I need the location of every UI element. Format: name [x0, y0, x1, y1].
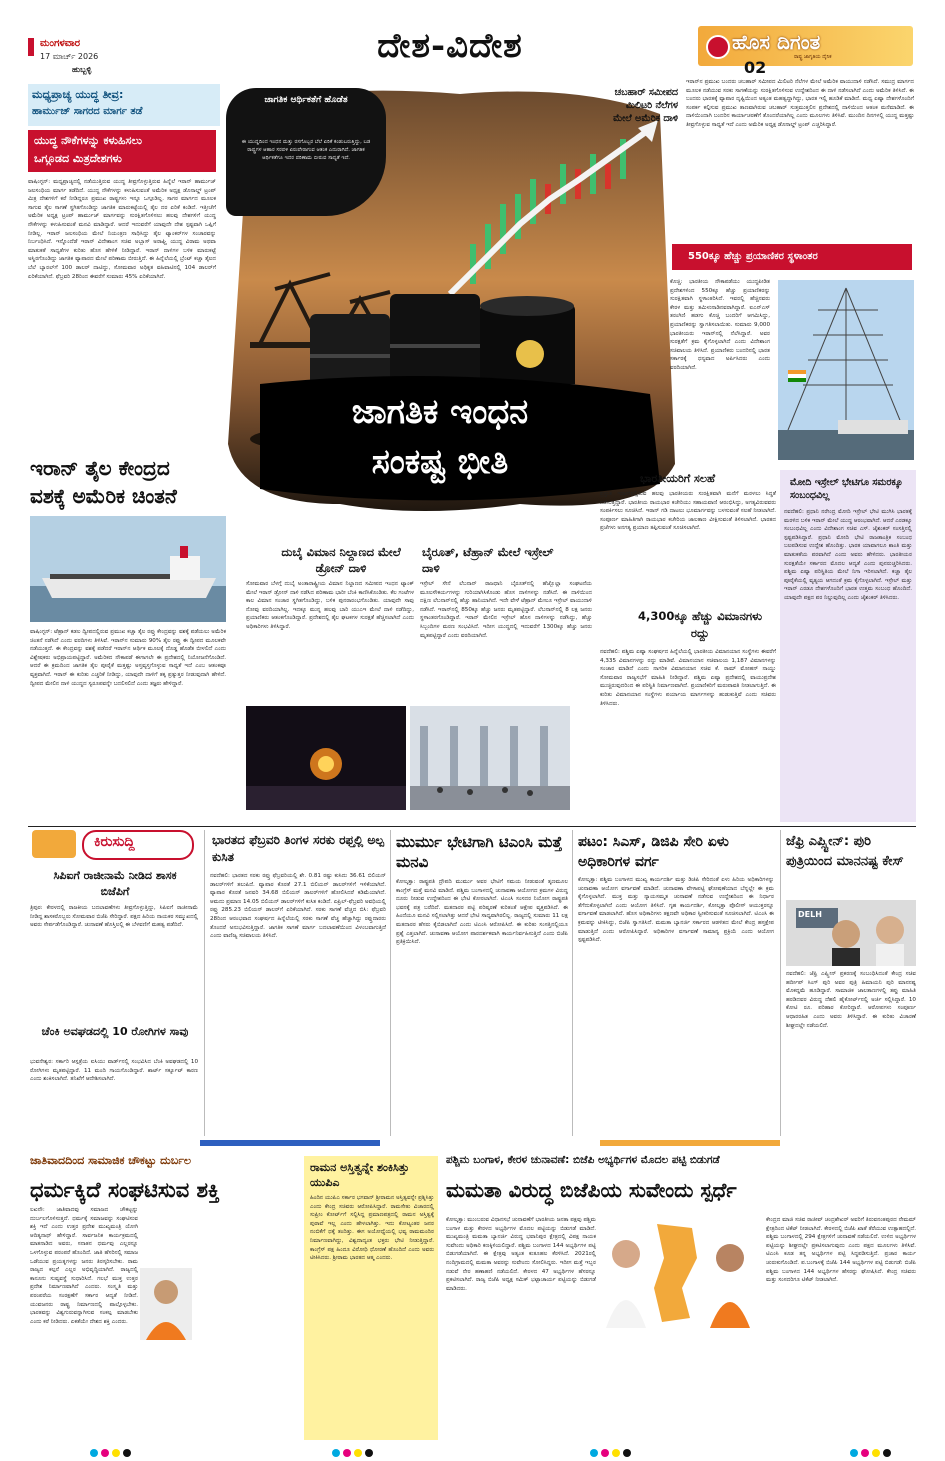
pcs-headline: ಪಟಂ: ಸಿಎಸ್, ಡಿಜಿಪಿ ಸೇರಿ ಏಳು ಅಧಿಕಾರಿಗಳ ವರ್ಗ: [578, 834, 729, 870]
yogi-illustration: [140, 1268, 192, 1340]
newspaper-logo: [698, 26, 913, 66]
yogi-body: ಲಖನೌ: ಜಾತಿವಾದವು ಸಮಾಜದ ಚೌಕಟ್ಟನ್ನು ದುರ್ಬಲಗೊಳಿಸುತ್ತದೆ. ಧರ್ಮಕ್ಕೆ ಸಮಾಜವನ್ನು ಸಂಘಟಿಸುವ ಶಕ್ತಿ ಇದೆ ಎಂದು ಉತ್ತರ ಪ್ರದೇಶ ಮುಖ್ಯಮಂತ್ರಿ ಯೋಗಿ ಆದಿತ್ಯನಾಥ್ ಹೇಳಿದ್ದಾರೆ. ಸಾರ್ವಜನಿಕ ಕಾರ್ಯಕ್ರಮದಲ್ಲಿ ಮಾತನಾಡಿದ ಅವರು, ಸನಾತನ ಧರ್ಮವು ಎಲ್ಲರನ್ನೂ ಒಳಗೊಳ್ಳುವ ಪರಂಪರೆ ಹೊಂದಿದೆ. ಜಾತಿ ಹೆಸರಿನಲ್ಲಿ ಸಮಾಜ ಒಡೆಯುವ ಪ್ರಯತ್ನಗಳನ್ನು ಜನರು ತಿರಸ್ಕರಿಸಬೇಕು. ರಾಮ ರಾಜ್ಯದ ಕಲ್ಪನೆ ಎಲ್ಲರ ಅಭಿವೃದ್ಧಿಯಾಗಿದೆ. ರಾಜ್ಯದಲ್ಲಿ ಕಾನೂನು ಸುವ್ಯವಸ್ಥೆ ಸುಧಾರಿಸಿದೆ. ಗಲಭೆ ಮುಕ್ತ ಉತ್ತರ ಪ್ರದೇಶ ನಿರ್ಮಾಣವಾಗಿದೆ ಎಂದರು. ಸಂಸ್ಕೃತಿ ಮತ್ತು ಪರಂಪರೆಯ ಸಂರಕ್ಷಣೆಗೆ ಸರ್ಕಾರ ಆದ್ಯತೆ ನೀಡಿದೆ. ಯುವಜನರು ರಾಷ್ಟ್ರ ನಿರ್ಮಾಣದಲ್ಲಿ ಪಾಲ್ಗೊಳ್ಳಬೇಕು. ಭಾರತವನ್ನು ವಿಶ್ವಗುರುವನ್ನಾಗಿಸುವ ಸಂಕಲ್ಪ ಮಾಡಬೇಕು ಎಂದು ಕರೆ ನೀಡಿದರು. ಏಕತೆಯೇ ದೇಶದ ಶಕ್ತಿ ಎಂದರು.: [30, 1207, 138, 1325]
kirusuddi-item2-head: ಚೆಂಕಿ ಅವಘಡದಲ್ಲಿ 10 ರೋಗಿಗಳ ಸಾವು: [41, 1025, 189, 1038]
registration-dots-1: [90, 1442, 134, 1461]
logo-tagline: ರಾಷ್ಟ್ರ ಜಾಗೃತಿಯ ದೈನಿಕ: [794, 54, 832, 60]
col-sep-3: [572, 830, 573, 1136]
tanker-photo: [30, 516, 226, 622]
registration-dots-2: [332, 1442, 376, 1461]
airport-illustration: [410, 706, 570, 810]
hero-badge: [226, 88, 386, 216]
kirusuddi-item1-body: ತ್ರಿಪುರ: ಕೇರಳದಲ್ಲಿ ರಾಜಕೀಯ ಬದಲಾವಣೆಗಳು ತೀವ್ರಗೊಳ್ಳುತ್ತಿದ್ದು, ಸಿಪಿಐಗೆ ರಾಜೀನಾಮೆ ನೀಡಿದ್ದ ಶಾಸಕರೊಬ್ಬರು ಸೋಮವಾರ ಬಿಜೆಪಿ ಸೇರಿದ್ದಾರೆ. ಪಕ್ಷದ ಹಿರಿಯ ನಾಯಕರ ಸಮ್ಮುಖದಲ್ಲಿ ಅವರು ಸೇರ್ಪಡೆಗೊಂಡಿದ್ದಾರೆ. ಚುನಾವಣೆ ಹೊಸ್ತಿಲಲ್ಲಿ ಈ ಬೆಳವಣಿಗೆ ಮಹತ್ವ ಪಡೆದಿದೆ.: [30, 905, 198, 929]
epstein-headline: ಜೆಫ್ರಿ ಎಪ್ಸ್ಟೀನ್: ಪುರಿ ಪುತ್ರಿಯಿಂದ ಮಾನನಷ್ಟ ಕೇಸ್: [786, 834, 904, 869]
beirut-body: ಇಸ್ರೇಲ್ ಸೇನೆ ಲೆಬನಾನ್ ರಾಜಧಾನಿ ಬೈರೂತ್‌ನಲ್ಲಿ ಹೆಜ್ಬೊಲ್ಲಾ ಸಂಘಟನೆಯ ಮೂಲಸೌಕರ್ಯಗಳನ್ನು ಗುರಿಯಾಗಿಸಿಕೊಂಡು ಹೊಸ ದಾಳಿಗಳನ್ನು ನಡೆಸಿದೆ. ಈ ದಾಳಿಯಿಂದ ದಕ್ಷಿಣ ಲೆಬನಾನ್‌ನಲ್ಲಿ ಹೆಚ್ಚು ಹಾನಿಯಾಗಿದೆ. ಇದೇ ವೇಳೆ ಟೆಹ್ರಾನ್ ಮೇಲೂ ಇಸ್ರೇಲ್ ವಾಯುದಾಳಿ ನಡೆಸಿದೆ. ಇರಾನ್‌ನಲ್ಲಿ 850ಕ್ಕೂ ಹೆಚ್ಚು ಜನರು ಮೃತಪಟ್ಟಿದ್ದಾರೆ. ಲೆಬನಾನ್‌ನಲ್ಲಿ 8 ಲಕ್ಷ ಜನರು ಸ್ಥಳಾಂತರಗೊಂಡಿದ್ದಾರೆ. ಇರಾನ್ ಮೇಲಿನ ಇಸ್ರೇಲ್ ಹೊಸ ದಾಳಿಗಳನ್ನು ನಡೆಸಿದ್ದು, ಹೆಚ್ಚು ಸಿಬ್ಬಂದಿಗಳ ಮರಣ ಸಂಭವಿಸಿದೆ. ಇದೀಗ ಯುದ್ಧದಲ್ಲಿ ಇದುವರೆಗೆ 1300ಕ್ಕೂ ಹೆಚ್ಚು ಜನರು ಮೃತಪಟ್ಟಿದ್ದಾರೆ ಎಂದು ವರದಿಯಾಗಿದೆ.: [420, 581, 592, 639]
bengal-headline: ಮಮತಾ ವಿರುದ್ಧ ಬಿಜೆಪಿಯ ಸುವೇಂದು ಸ್ಪರ್ಧೆ: [446, 1178, 737, 1202]
kirusuddi-item2-body: ಭುವನೇಶ್ವರ: ಸರ್ಕಾರಿ ಆಸ್ಪತ್ರೆಯ ಐಸಿಯು ವಾರ್ಡ್‌ನಲ್ಲಿ ಸಂಭವಿಸಿದ ಬೆಂಕಿ ಅವಘಡದಲ್ಲಿ 10 ರೋಗಿಗಳು ಮೃತಪಟ್ಟಿದ್ದಾರೆ. 11 ಮಂದಿ ಗಾಯಗೊಂಡಿದ್ದಾರೆ. ಶಾರ್ಟ್ ಸರ್ಕ್ಯೂಟ್ ಕಾರಣ ಎಂದು ಶಂಕಿಸಲಾಗಿದೆ. ತನಿಖೆಗೆ ಆದೇಶಿಸಲಾಗಿದೆ.: [30, 1059, 198, 1083]
trade-headline: ಭಾರತದ ಫೆಬ್ರವರಿ ತಿಂಗಳ ಸರಕು ರಫ್ತಲ್ಲಿ ಅಲ್ಪ ಕುಸಿತ: [212, 833, 385, 864]
bengal-illustration: [602, 1218, 762, 1328]
trade-body: ನವದೆಹಲಿ: ಭಾರತದ ಸರಕು ರಫ್ತು ಫೆಬ್ರವರಿಯಲ್ಲಿ ಶೇ. 0.81 ರಷ್ಟು ಕುಸಿದು 36.61 ಬಿಲಿಯನ್ ಡಾಲರ್‌ಗಳಿಗೆ ತಲುಪಿದೆ. ವ್ಯಾಪಾರ ಕೊರತೆ 27.1 ಬಿಲಿಯನ್ ಡಾಲರ್‌ಗಳಿಗೆ ಇಳಿಕೆಯಾಗಿದೆ. ವ್ಯಾಪಾರ ಕೊರತೆ ಜನವರಿ 34.68 ಬಿಲಿಯನ್ ಡಾಲರ್‌ಗಳಿಗೆ ಹೋಲಿಸಿದರೆ ಕಡಿಮೆಯಾಗಿದೆ. ಆಮದು ಪ್ರಮಾಣ 14.05 ಬಿಲಿಯನ್ ಡಾಲರ್‌ಗಳಿಗೆ ಕುಸಿತ ಕಂಡಿದೆ. ಏಪ್ರಿಲ್-ಫೆಬ್ರವರಿ ಅವಧಿಯಲ್ಲಿ ರಫ್ತು 285.23 ಬಿಲಿಯನ್ ಡಾಲರ್‌ಗೆ ಏರಿಕೆಯಾಗಿದೆ. ಸರಕು ಸಾಗಣೆ ವೆಚ್ಚದ ಬಿಸಿ: ಫೆಬ್ರವರಿ 28ರಿಂದ ಆರಂಭವಾದ ಸಂಘರ್ಷದ ಹಿನ್ನೆಲೆಯಲ್ಲಿ ಸರಕು ಸಾಗಣೆ ವೆಚ್ಚ ಹೆಚ್ಚಾಗಿದ್ದು ರಫ್ತುದಾರರು ತೊಂದರೆ ಅನುಭವಿಸುತ್ತಿದ್ದಾರೆ. ಜಾಗತಿಕ ಸಾಗಣೆ ಮಾರ್ಗ ಬದಲಾವಣೆಯಿಂದ ವಿಳಂಬವಾಗುತ್ತಿದೆ ಎಂದು ವಾಣಿಜ್ಯ ಸಚಿವಾಲಯ ತಿಳಿಸಿದೆ.: [210, 873, 386, 940]
tanker-illustration: [30, 516, 226, 622]
passengers-body: ಕೊಚ್ಚಿ: ಭಾರತೀಯ ನೌಕಾಪಡೆಯು ಯುದ್ಧಪೀಡಿತ ಪ್ರದೇಶಗಳಿಂದ 550ಕ್ಕೂ ಹೆಚ್ಚು ಪ್ರಯಾಣಿಕರನ್ನು ಸುರಕ್ಷಿತವಾಗಿ ಸ್ಥಳಾಂತರಿಸಿದೆ. ಇವರಲ್ಲಿ ಹೆಚ್ಚಿನವರು ಕೇರಳ ಮತ್ತು ತಮಿಳುನಾಡಿನವರಾಗಿದ್ದಾರೆ. ಐಎನ್‌ಎಸ್ ತರಂಗಿಣಿ ಹಡಗು ಕೊಚ್ಚಿ ಬಂದರಿಗೆ ಆಗಮಿಸಿದ್ದು, ಪ್ರಯಾಣಿಕರನ್ನು ಸ್ವಾಗತಿಸಲಾಯಿತು. ಸುಮಾರು 9,000 ಭಾರತೀಯರು ಇರಾನ್‌ನಲ್ಲಿ ನೆಲೆಸಿದ್ದಾರೆ. ಅವರ ಸುರಕ್ಷತೆಗೆ ಕ್ರಮ ಕೈಗೊಳ್ಳಲಾಗಿದೆ ಎಂದು ವಿದೇಶಾಂಗ ಸಚಿವಾಲಯ ತಿಳಿಸಿದೆ. ಪ್ರಯಾಣಿಕರು ಬಂದರಿನಲ್ಲಿ ಭಾರತ ಸರ್ಕಾರಕ್ಕೆ ಧನ್ಯವಾದ ಅರ್ಪಿಸಿದರು ಎಂದು ವರದಿಯಾಗಿದೆ.: [670, 279, 770, 371]
hero-badge-body: ಈ ಯುದ್ಧದಿಂದ ಇಂಧನ ಮತ್ತು ರಸಗೊಬ್ಬರ ಬೆಲೆ ಏರಿಕೆ ಕಂಡುಬರುತ್ತಿದ್ದು, ಬಡ ರಾಷ್ಟ್ರಗಳ ಆಹಾರ ಸರಪಳಿ ಏರುಪೇರಾಗುವ ಆತಂಕ ಎದುರಾಗಿದೆ. ಜಾಗತಿಕ ಆರ್ಥಿಕತೆಗೂ ಇದರ ಪರಿಣಾಮ ಬೀರುವ ಸಾಧ್ಯತೆ ಇದೆ.: [241, 139, 371, 161]
yogi-headline: ಧರ್ಮಕ್ಕಿದೆ ಸಂಘಟಿಸುವ ಶಕ್ತಿ: [30, 1178, 220, 1202]
lead-body: ವಾಷಿಂಗ್ಟನ್: ಮಧ್ಯಪ್ರಾಚ್ಯದಲ್ಲಿ ನಡೆಯುತ್ತಿರುವ ಯುದ್ಧ ತೀವ್ರಗೊಳ್ಳುತ್ತಿರುವ ಹಿನ್ನೆಲೆ ಇರಾನ್ ಹಾರ್ಮುಜ್ ಜಲಸಂಧಿಯ ಮಾರ್ಗ ತಡೆದಿದೆ. ಯುದ್ಧ ನೌಕೆಗಳನ್ನು ಕಳುಹಿಸುವಂತೆ ಅಮೆರಿಕ ಅಧ್ಯಕ್ಷ ಡೊನಾಲ್ಡ್ ಟ್ರಂಪ್ ಮಿತ್ರ ದೇಶಗಳಿಗೆ ಕರೆ ನೀಡಿದ್ದರೂ ಪ್ರಮುಖ ರಾಷ್ಟ್ರಗಳು ಇನ್ನೂ ಒಗ್ಗೂಡಿಲ್ಲ. ಸಾಗರ ಮಾರ್ಗದ ಮೂಲಕ ಸಾಗುವ ತೈಲ ಸಾಗಣೆ ಸ್ಥಗಿತಗೊಂಡಿದ್ದು ಜಾಗತಿಕ ಮಾರುಕಟ್ಟೆಯಲ್ಲಿ ತೈಲ ದರ ಏರಿಕೆ ಕಂಡಿದೆ. ಇತ್ತೀಚೆಗೆ ಅಮೆರಿಕ ಅಧ್ಯಕ್ಷ ಟ್ರಂಪ್ ಹಾರ್ಮುಜ್ ಮಾರ್ಗವನ್ನು ಸುರಕ್ಷಿತಗೊಳಿಸಲು ಹಲವು ದೇಶಗಳಿಗೆ ಯುದ್ಧ ನೌಕೆಗಳನ್ನು ಕಳುಹಿಸುವಂತೆ ಮನವಿ ಮಾಡಿದ್ದಾರೆ. ಆದರೆ ಇದುವರೆಗೆ ಯಾವುದೇ ದೇಶ ಸ್ಪಷ್ಟವಾಗಿ ಒಪ್ಪಿಗೆ ನೀಡಿಲ್ಲ. ಇರಾನ್ ಜಲಸಂಧಿಯ ಮೇಲೆ ನಿಯಂತ್ರಣ ಸಾಧಿಸಿದ್ದು ತೈಲ ಟ್ಯಾಂಕರ್‌ಗಳ ಸಂಚಾರವನ್ನು ನಿರ್ಬಂಧಿಸಿದೆ. ಇನ್ನೊಂದೆಡೆ ಇರಾನ್ ವಿದೇಶಾಂಗ ಸಚಿವ ಅಬ್ಬಾಸ್ ಅರಾಘ್ಚಿ ಯುದ್ಧ ವಿರಾಮ ಅಥವಾ ಮಾತುಕತೆ ಸಾಧ್ಯತೆಗಳ ಕುರಿತು ಹೊಸ ಹೇಳಿಕೆ ನೀಡಿದ್ದಾರೆ. ಇರಾನ್ ದಾಳಿಗಳ ಬಳಿಕ ಮಾರುಕಟ್ಟೆ ಅಸ್ಥಿರಗೊಂಡಿದ್ದು ಜಾಗತಿಕ ವ್ಯಾಪಾರದ ಮೇಲೆ ಪರಿಣಾಮ ಬೀರುತ್ತಿದೆ. ಈ ಹಿನ್ನೆಲೆಯಲ್ಲಿ ಬ್ರೆಂಟ್ ಕಚ್ಚಾ ತೈಲದ ಬೆಲೆ ಬ್ಯಾರಲ್‌ಗೆ 100 ಡಾಲರ್ ದಾಟಿದ್ದು, ಸೋಮವಾರ ಅಧಿಕೃತ ವಹಿವಾಟಿನಲ್ಲಿ 104 ಡಾಲರ್‌ಗೆ ಏರಿಕೆಯಾಗಿದೆ. ಫೆಬ್ರವರಿ 28ರಿಂದ ಈವರೆಗೆ ಸುಮಾರು 45% ಏರಿಕೆಯಾಗಿದೆ.: [28, 179, 216, 280]
lead-kicker-2: ಹಾರ್ಮುಜ್ ಸಾಗರದ ಮಾರ್ಗ ತಡೆ: [32, 106, 143, 117]
bengal-kicker: ಪಶ್ಚಿಮ ಬಂಗಾಳ, ಕೇರಳ ಚುನಾವಣೆ: ಬಿಜೆಪಿ ಅಭ್ಯರ್ಥಿಗಳ ಮೊದಲ ಪಟ್ಟಿ ಬಿಡುಗಡೆ: [446, 1154, 720, 1166]
bengal-body-mid: [602, 1332, 762, 1442]
kirusuddi-label-box: [30, 830, 200, 860]
modi-headline: ಮೋದಿ ಇಸ್ರೇಲ್ ಭೇಟಿಗೂ ಸಮರಕ್ಕೂ ಸಂಬಂಧವಿಲ್ಲ: [790, 477, 903, 501]
lead-kicker-1: ಮಧ್ಯಪ್ರಾಚ್ಯ ಯುದ್ಧ ತೀವ್ರ:: [32, 88, 124, 101]
rama-body: ಹಿಂದಿನ ಯುಪಿಎ ಸರ್ಕಾರ ಭಗವಾನ್ ಶ್ರೀರಾಮನ ಅಸ್ತಿತ್ವವನ್ನೇ ಪ್ರಶ್ನಿಸಿತ್ತು ಎಂದು ಕೇಂದ್ರ ಸಚಿವರು ಆರೋಪಿಸಿದ್ದಾರೆ. ರಾಮಸೇತು ವಿಚಾರದಲ್ಲಿ ಸುಪ್ರೀಂ ಕೋರ್ಟ್‌ಗೆ ಸಲ್ಲಿಸಿದ್ದ ಪ್ರಮಾಣಪತ್ರದಲ್ಲಿ ರಾಮನ ಅಸ್ತಿತ್ವಕ್ಕೆ ಪುರಾವೆ ಇಲ್ಲ ಎಂದು ಹೇಳಲಾಗಿತ್ತು. ಇದು ಕೋಟ್ಯಂತರ ಜನರ ನಂಬಿಕೆಗೆ ಧಕ್ಕೆ ತಂದಿತ್ತು. ಈಗ ಅಯೋಧ್ಯೆಯಲ್ಲಿ ಭವ್ಯ ರಾಮಮಂದಿರ ನಿರ್ಮಾಣವಾಗಿದ್ದು, ವಿಶ್ವದಾದ್ಯಂತ ಭಕ್ತರು ಭೇಟಿ ನೀಡುತ್ತಿದ್ದಾರೆ. ಕಾಂಗ್ರೆಸ್ ಪಕ್ಷ ಹಿಂದೂ ವಿರೋಧಿ ಧೋರಣೆ ಹೊಂದಿದೆ ಎಂದು ಅವರು ಟೀಕಿಸಿದರು. ಶ್ರೀರಾಮ ಭಾರತದ ಆತ್ಮ ಎಂದರು.: [310, 1195, 434, 1262]
hero-badge-title: ಜಾಗತಿಕ ಆರ್ಥಿಕತೆಗೆ ಹೊಡೆತ: [264, 95, 348, 105]
bengal-photo: [602, 1218, 762, 1328]
masthead-city: ಹುಬ್ಬಳ್ಳಿ: [72, 65, 92, 74]
kirusuddi-label: ಕಿರುಸುದ್ದಿ: [94, 834, 135, 850]
murmu-headline: ಮುರ್ಮು ಭೇಟಿಗಾಗಿ ಟಿಎಂಸಿ ಮತ್ತೆ ಮನವಿ: [396, 833, 563, 871]
masthead-date: 17 ಮಾರ್ಚ್ 2026: [40, 52, 99, 61]
bengal-body-left: ಕೋಲ್ಕತ್ತಾ: ಮುಂಬರುವ ವಿಧಾನಸಭೆ ಚುನಾವಣೆಗೆ ಭಾರತೀಯ ಜನತಾ ಪಕ್ಷವು ಪಶ್ಚಿಮ ಬಂಗಾಳ ಮತ್ತು ಕೇರಳದ ಅಭ್ಯರ್ಥಿಗಳ ಮೊದಲ ಪಟ್ಟಿಯನ್ನು ಬಿಡುಗಡೆ ಮಾಡಿದೆ. ಮುಖ್ಯಮಂತ್ರಿ ಮಮತಾ ಬ್ಯಾನರ್ಜಿ ವಿರುದ್ಧ ಭವಾನಿಪುರ ಕ್ಷೇತ್ರದಲ್ಲಿ ವಿಪಕ್ಷ ನಾಯಕ ಸುವೇಂದು ಅಧಿಕಾರಿ ಕಣಕ್ಕಿಳಿಯಲಿದ್ದಾರೆ. ಪಶ್ಚಿಮ ಬಂಗಾಳದ 144 ಅಭ್ಯರ್ಥಿಗಳ ಪಟ್ಟಿ ಬಿಡುಗಡೆಯಾಗಿದೆ. ಈ ಕ್ಷೇತ್ರವು ಅತ್ಯಂತ ಕುತೂಹಲ ಕೆರಳಿಸಿದೆ. 2021ರಲ್ಲಿ ನಂದಿಗ್ರಾಮದಲ್ಲಿ ಮಮತಾ ಅವರನ್ನು ಸುವೇಂದು ಸೋಲಿಸಿದ್ದರು. ಇದೀಗ ಮತ್ತೆ ಇಬ್ಬರ ನಡುವೆ ನೇರ ಹಣಾಹಣಿ ನಡೆಯಲಿದೆ. ಕೇರಳದ 47 ಅಭ್ಯರ್ಥಿಗಳ ಹೆಸರನ್ನೂ ಪ್ರಕಟಿಸಲಾಗಿದೆ. ರಾಜ್ಯ ಬಿಜೆಪಿ ಅಧ್ಯಕ್ಷ ಸಮಿಕ್ ಭಟ್ಟಾಚಾರ್ಯ ಪಟ್ಟಿಯನ್ನು ಬಿಡುಗಡೆ ಮಾಡಿದರು.: [446, 1217, 596, 1292]
logo-emblem-icon: [706, 35, 730, 59]
flights-body: ನವದೆಹಲಿ: ಪಶ್ಚಿಮ ಏಷ್ಯಾ ಸಂಘರ್ಷದ ಹಿನ್ನೆಲೆಯಲ್ಲಿ ಭಾರತೀಯ ವಿಮಾನಯಾನ ಸಂಸ್ಥೆಗಳು ಈವರೆಗೆ 4,335 ವಿಮಾನಗಳನ್ನು ರದ್ದು ಮಾಡಿವೆ. ವಿಮಾನಯಾನ ಸಚಿವಾಲಯ 1,187 ವಿಮಾನಗಳನ್ನು ಸಂಚಾರ ಮಾಡಿದೆ ಎಂದು ನಾಗರಿಕ ವಿಮಾನಯಾನ ಸಚಿವ ಕೆ. ರಾಮ್ ಮೋಹನ್ ನಾಯ್ಡು ಸೋಮವಾರ ರಾಜ್ಯಸಭೆಗೆ ಮಾಹಿತಿ ನೀಡಿದ್ದಾರೆ. ಪಶ್ಚಿಮ ಏಷ್ಯಾ ಪ್ರದೇಶದಲ್ಲಿ ವಾಯುಪ್ರದೇಶ ಮುಚ್ಚಿರುವುದರಿಂದ ಈ ಪರಿಸ್ಥಿತಿ ನಿರ್ಮಾಣವಾಗಿದೆ. ಪ್ರಯಾಣಿಕರಿಗೆ ಮರುಪಾವತಿ ನೀಡಲಾಗುತ್ತಿದೆ. ಈ ಕುರಿತು ವಿಮಾನಯಾನ ಸಂಸ್ಥೆಗಳು ಪರ್ಯಾಯ ಮಾರ್ಗಗಳನ್ನು ಹುಡುಕುತ್ತಿವೆ ಎಂದು ಸಚಿವರು ತಿಳಿಸಿದರು.: [600, 649, 776, 707]
col-sep-2: [390, 830, 391, 1136]
masthead-day: ಮಂಗಳವಾರ: [40, 38, 81, 49]
beirut-headline: ಬೈರೂತ್, ಟೆಹ್ರಾನ್ ಮೇಲೆ ಇಸ್ರೇಲ್ ದಾಳಿ: [422, 545, 554, 575]
indians-headline: ಭಾರತೀಯರಿಗೆ ಸಲಹೆ: [640, 472, 716, 485]
yogi-kicker: ಜಾತಿವಾದದಿಂದ ಸಾಮಾಜಿಕ ಚೌಕಟ್ಟು ದುರ್ಬಲ: [30, 1154, 192, 1167]
epstein-body: ನವದೆಹಲಿ: ಜೆಫ್ರಿ ಎಪ್ಸ್ಟೀನ್ ಪ್ರಕರಣಕ್ಕೆ ಸಂಬಂಧಿಸಿದಂತೆ ಕೇಂದ್ರ ಸಚಿವ ಹರ್ದೀಪ್ ಸಿಂಗ್ ಪುರಿ ಅವರ ಪುತ್ರಿ ಹಿಮಾಯನಿ ಪುರಿ ಮಾನನಷ್ಟ ಮೊಕದ್ದಮೆ ಹೂಡಿದ್ದಾರೆ. ಸಾಮಾಜಿಕ ಜಾಲತಾಣಗಳಲ್ಲಿ ತಪ್ಪು ಮಾಹಿತಿ ಹರಡಿದವರ ವಿರುದ್ಧ ದೆಹಲಿ ಹೈಕೋರ್ಟ್‌ನಲ್ಲಿ ಅರ್ಜಿ ಸಲ್ಲಿಸಿದ್ದಾರೆ. 10 ಕೋಟಿ ರೂ. ಪರಿಹಾರ ಕೋರಿದ್ದಾರೆ. ಆರೋಪಗಳು ಸಂಪೂರ್ಣ ಆಧಾರರಹಿತ ಎಂದು ಅವರು ತಿಳಿಸಿದ್ದಾರೆ. ಈ ಕುರಿತು ವಿಚಾರಣೆ ಶೀಘ್ರದಲ್ಲೇ ನಡೆಯಲಿದೆ.: [786, 971, 916, 1029]
dubai-headline: ದುಬೈ ವಿಮಾನ ನಿಲ್ದಾಣದ ಮೇಲೆ ಡ್ರೋನ್ ದಾಳಿ: [281, 545, 401, 575]
registration-dots-4: [850, 1442, 894, 1461]
masthead-marker: [28, 38, 34, 56]
ship-photo: [778, 280, 914, 460]
chabahar-body: ಇರಾನ್‌ನ ಪ್ರಮುಖ ಬಂದರು ಚಬಹಾರ್ ಸಮೀಪದ ಮಿಲಿಟರಿ ನೆಲೆಗಳ ಮೇಲೆ ಅಮೆರಿಕ ವಾಯುದಾಳಿ ನಡೆಸಿದೆ. ಸಮುದ್ರ ಮಾರ್ಗದ ಮೂಲಕ ನಡೆಯುವ ಸರಕು ಸಾಗಣೆಯನ್ನು ಸುರಕ್ಷಿತಗೊಳಿಸುವ ಉದ್ದೇಶದಿಂದ ಈ ದಾಳಿ ನಡೆಸಲಾಗಿದೆ ಎಂದು ಅಮೆರಿಕ ತಿಳಿಸಿದೆ. ಈ ಬಂದರು ಭಾರತಕ್ಕೆ ವ್ಯಾಪಾರ ದೃಷ್ಟಿಯಿಂದ ಅತ್ಯಂತ ಮಹತ್ವದ್ದಾಗಿದ್ದು, ಭಾರತ ಇಲ್ಲಿ ಹೂಡಿಕೆ ಮಾಡಿದೆ. ಮಧ್ಯ ಏಷ್ಯಾ ದೇಶಗಳೊಂದಿಗೆ ಸಂಪರ್ಕ ಕಲ್ಪಿಸುವ ಪ್ರಮುಖ ತಾಣವಾಗಿರುವ ಚಬಹಾರ್ ಸುತ್ತಮುತ್ತಲಿನ ಪ್ರದೇಶದಲ್ಲಿ ದಾಳಿಯಿಂದ ಆತಂಕ ಮನೆಮಾಡಿದೆ. ಈ ದಾಳಿಯಿಂದಾಗಿ ಬಂದರಿನ ಕಾರ್ಯಾಚರಣೆಗೆ ತೊಂದರೆಯಾಗಿಲ್ಲ ಎಂದು ಮೂಲಗಳು ತಿಳಿಸಿವೆ. ಮುಂದಿನ ದಿನಗಳಲ್ಲಿ ಯುದ್ಧ ಮತ್ತಷ್ಟು ತೀವ್ರಗೊಳ್ಳುವ ಸಾಧ್ಯತೆ ಇದೆ ಎಂದು ಅಮೆರಿಕ ಅಧ್ಯಕ್ಷ ಡೊನಾಲ್ಡ್ ಟ್ರಂಪ್ ಎಚ್ಚರಿಸಿದ್ದಾರೆ.: [686, 79, 914, 128]
color-bar-blue: [200, 1140, 380, 1146]
hero-headline-1: ಜಾಗತಿಕ ಇಂಧನ: [351, 392, 529, 432]
bengal-body-right: ಕೇಂದ್ರದ ಮಾಜಿ ಸಚಿವ ರಾಜೀವ್ ಚಂದ್ರಶೇಖರ್ ಅವರಿಗೆ ತಿರುವನಂತಪುರದ ನೇಮಮ್ ಕ್ಷೇತ್ರದಿಂದ ಟಿಕೆಟ್ ನೀಡಲಾಗಿದೆ. ಕೇರಳದಲ್ಲಿ ಬಿಜೆಪಿ ಖಾತೆ ತೆರೆಯುವ ಉತ್ಸಾಹದಲ್ಲಿದೆ. ಪಶ್ಚಿಮ ಬಂಗಾಳದಲ್ಲಿ 294 ಕ್ಷೇತ್ರಗಳಿಗೆ ಚುನಾವಣೆ ನಡೆಯಲಿದೆ. ಉಳಿದ ಅಭ್ಯರ್ಥಿಗಳ ಪಟ್ಟಿಯನ್ನು ಶೀಘ್ರದಲ್ಲೇ ಪ್ರಕಟಿಸಲಾಗುವುದು ಎಂದು ಪಕ್ಷದ ಮೂಲಗಳು ತಿಳಿಸಿವೆ. ಟಿಎಂಸಿ ಕೂಡ ತನ್ನ ಅಭ್ಯರ್ಥಿಗಳ ಪಟ್ಟಿ ಸಿದ್ಧಪಡಿಸುತ್ತಿದೆ. ಪ್ರಚಾರ ಕಾರ್ಯ ಚುರುಕುಗೊಂಡಿದೆ. ಪ.ಬಂಗಾಳಕ್ಕೆ ಬಿಜೆಪಿ 144 ಅಭ್ಯರ್ಥಿಗಳ ಪಟ್ಟಿ ಬಿಡುಗಡೆ: ಬಿಜೆಪಿ ಪಶ್ಚಿಮ ಬಂಗಾಳದ 144 ಅಭ್ಯರ್ಥಿಗಳ ಹೆಸರನ್ನು ಘೋಷಿಸಿದೆ. ಕೇಂದ್ರ ಸಚಿವರು ಮತ್ತು ಸಂಸದರಿಗೂ ಟಿಕೆಟ್ ನೀಡಲಾಗಿದೆ.: [766, 1217, 916, 1284]
page-number: 02: [744, 58, 767, 77]
registration-dots-3: [590, 1442, 634, 1461]
passengers-tag: 550ಕ್ಕೂ ಹೆಚ್ಚು ಪ್ರಯಾಣಿಕರ ಸ್ಥಳಾಂತರ: [672, 244, 912, 270]
epstein-photo: [786, 900, 916, 966]
iran-oil-headline-2: ವಶಕ್ಕೆ ಅಮೆರಿಕ ಚಿಂತನೆ: [30, 484, 177, 508]
lead-subhead-1: ಯುದ್ಧ ನೌಕೆಗಳನ್ನು ಕಳುಹಿಸಲು: [34, 134, 143, 147]
flights-headline: 4,300ಕ್ಕೂ ಹೆಚ್ಚು ವಿಮಾನಗಳು ರದ್ದು: [638, 609, 762, 640]
drone-fire-photo: [246, 706, 406, 810]
row-rule-1: [28, 826, 916, 827]
chabahar-headline: ಚಬಹಾರ್ ಸಮೀಪದ ಮಿಲಿಟರಿ ನೆಲೆಗಳ ಮೇಲೆ ಅಮೆರಿಕ ದಾಳಿ: [613, 87, 678, 124]
indians-body: ಪ್ರಸ್ತುತ ಇರಾನ್‌ನಲ್ಲಿರುವ ಹಲವು ಭಾರತೀಯರು ಸುರಕ್ಷಿತವಾಗಿ ಮನೆಗೆ ಮರಳಲು ಸಿದ್ಧತೆ ನಡೆಸುತ್ತಿದ್ದಾರೆ. ಭಾರತೀಯ ರಾಯಭಾರ ಕಚೇರಿಯು ಸಹಾಯವಾಣಿ ಆರಂಭಿಸಿದ್ದು, ಅಗತ್ಯವಿರುವವರು ಸಂಪರ್ಕಿಸಲು ಸೂಚಿಸಿದೆ. ಇರಾನ್ ಗಡಿ ದಾಟಲು ಭೂಮಾರ್ಗವನ್ನು ಬಳಸುವಂತೆ ಸಲಹೆ ನೀಡಲಾಗಿದೆ. ಸಂಪೂರ್ಣ ಮಾಹಿತಿಗಾಗಿ ರಾಯಭಾರ ಕಚೇರಿಯ ಜಾಲತಾಣ ವೀಕ್ಷಿಸುವಂತೆ ತಿಳಿಸಲಾಗಿದೆ. ಭಾರತದ ಪ್ರಜೆಗಳು ಅನಗತ್ಯ ಪ್ರಯಾಣ ತಪ್ಪಿಸುವಂತೆ ಸೂಚಿಸಲಾಗಿದೆ.: [600, 491, 776, 532]
pcs-body: ಕೋಲ್ಕತ್ತಾ: ಪಶ್ಚಿಮ ಬಂಗಾಳದ ಮುಖ್ಯ ಕಾರ್ಯದರ್ಶಿ ಮತ್ತು ಡಿಜಿಪಿ ಸೇರಿದಂತೆ ಏಳು ಹಿರಿಯ ಅಧಿಕಾರಿಗಳನ್ನು ಚುನಾವಣಾ ಆಯೋಗ ವರ್ಗಾವಣೆ ಮಾಡಿದೆ. ಚುನಾವಣಾ ವೇಳಾಪಟ್ಟಿ ಘೋಷಣೆಯಾದ ಬೆನ್ನಲ್ಲೇ ಈ ಕ್ರಮ ಕೈಗೊಳ್ಳಲಾಗಿದೆ. ಮುಕ್ತ ಮತ್ತು ನ್ಯಾಯಸಮ್ಮತ ಚುನಾವಣೆ ನಡೆಸುವ ಉದ್ದೇಶದಿಂದ ಈ ನಿರ್ಧಾರ ತೆಗೆದುಕೊಳ್ಳಲಾಗಿದೆ ಎಂದು ಆಯೋಗ ತಿಳಿಸಿದೆ. ಗೃಹ ಕಾರ್ಯದರ್ಶಿ, ಕೋಲ್ಕತ್ತಾ ಪೊಲೀಸ್ ಆಯುಕ್ತರನ್ನೂ ವರ್ಗಾವಣೆ ಮಾಡಲಾಗಿದೆ. ಹೊಸ ಅಧಿಕಾರಿಗಳು ತಕ್ಷಣವೇ ಅಧಿಕಾರ ಸ್ವೀಕರಿಸುವಂತೆ ಸೂಚಿಸಲಾಗಿದೆ. ಟಿಎಂಸಿ ಈ ಕ್ರಮವನ್ನು ಟೀಕಿಸಿದ್ದು, ಬಿಜೆಪಿ ಸ್ವಾಗತಿಸಿದೆ. ಮಮತಾ ಬ್ಯಾನರ್ಜಿ ಸರ್ಕಾರದ ಆಡಳಿತದ ಮೇಲೆ ಕೇಂದ್ರ ಹಸ್ತಕ್ಷೇಪ ಮಾಡುತ್ತಿದೆ ಎಂದು ಆರೋಪಿಸಿದ್ದಾರೆ. ಅಧಿಕಾರಿಗಳ ವರ್ಗಾವಣೆ ಸಾಮಾನ್ಯ ಪ್ರಕ್ರಿಯೆ ಎಂದು ಆಯೋಗ ಸ್ಪಷ್ಟಪಡಿಸಿದೆ.: [578, 877, 774, 944]
rama-headline: ರಾಮನ ಅಸ್ತಿತ್ವನ್ನೇ ಶಂಕಿಸಿತ್ತು ಯುಪಿಎ: [310, 1161, 410, 1189]
iran-oil-body: ವಾಷಿಂಗ್ಟನ್: ಟೆಹ್ರಾನ್ ಕಡಲ ದ್ವೀಪದಲ್ಲಿರುವ ಪ್ರಮುಖ ಕಚ್ಚಾ ತೈಲ ರಫ್ತು ಕೇಂದ್ರವನ್ನು ವಶಕ್ಕೆ ಪಡೆಯಲು ಅಮೆರಿಕ ಚಿಂತನೆ ನಡೆಸಿದೆ ಎಂದು ವರದಿಗಳು ತಿಳಿಸಿವೆ. ಇರಾನ್‌ನ ಸುಮಾರು 90% ತೈಲ ರಫ್ತು ಈ ದ್ವೀಪದ ಮೂಲಕವೇ ನಡೆಯುತ್ತದೆ. ಈ ಕೇಂದ್ರವನ್ನು ವಶಕ್ಕೆ ಪಡೆದರೆ ಇರಾನ್‌ನ ಆರ್ಥಿಕ ಮೂಲಕ್ಕೆ ದೊಡ್ಡ ಹೊಡೆತ ಬೀಳಲಿದೆ ಎಂದು ವಿಶ್ಲೇಷಕರು ಅಭಿಪ್ರಾಯಪಟ್ಟಿದ್ದಾರೆ. ಅಮೆರಿಕದ ನೌಕಾಪಡೆ ಈಗಾಗಲೇ ಈ ಪ್ರದೇಶದಲ್ಲಿ ನಿಯೋಜನೆಗೊಂಡಿದೆ. ಆದರೆ ಈ ಕ್ರಮದಿಂದ ಜಾಗತಿಕ ತೈಲ ಪೂರೈಕೆ ಮತ್ತಷ್ಟು ಅಸ್ತವ್ಯಸ್ತಗೊಳ್ಳುವ ಸಾಧ್ಯತೆ ಇದೆ ಎಂಬ ಆತಂಕವೂ ವ್ಯಕ್ತವಾಗಿದೆ. ಇರಾನ್ ಈ ಕುರಿತು ಎಚ್ಚರಿಕೆ ನೀಡಿದ್ದು, ಯಾವುದೇ ದಾಳಿಗೆ ತಕ್ಕ ಪ್ರತ್ಯುತ್ತರ ನೀಡುವುದಾಗಿ ಹೇಳಿದೆ. ದ್ವೀಪದ ಮೇಲಿನ ದಾಳಿ ಯುದ್ಧದ ಸ್ವರೂಪವನ್ನೇ ಬದಲಿಸಲಿದೆ ಎಂದು ತಜ್ಞರು ಹೇಳಿದ್ದಾರೆ.: [30, 629, 226, 687]
color-bar-orange: [600, 1140, 780, 1146]
logo-text: ಹೊಸ ದಿಗಂತ: [732, 30, 821, 54]
drone-fire-illustration: [246, 706, 406, 810]
airport-photo: [410, 706, 570, 810]
modi-body: ನವದೆಹಲಿ: ಪ್ರಧಾನಿ ನರೇಂದ್ರ ಮೋದಿ ಇಸ್ರೇಲ್ ಭೇಟಿ ಮುಗಿಸಿ ಭಾರತಕ್ಕೆ ಮರಳಿದ ಬಳಿಕ ಇರಾನ್ ಮೇಲೆ ಯುದ್ಧ ಆರಂಭವಾಗಿದೆ. ಆದರೆ ಎರಡಕ್ಕೂ ಸಂಬಂಧವಿಲ್ಲ ಎಂದು ವಿದೇಶಾಂಗ ಸಚಿವ ಎಸ್. ಜೈಶಂಕರ್ ಸಂಸತ್ತಿನಲ್ಲಿ ಸ್ಪಷ್ಟಪಡಿಸಿದ್ದಾರೆ. ಪ್ರಧಾನಿ ಮೋದಿ ಭೇಟಿ ರಾಜತಾಂತ್ರಿಕ ಸಂಬಂಧ ಬಲಪಡಿಸುವ ಉದ್ದೇಶ ಹೊಂದಿತ್ತು. ಭಾರತ ಯಾವಾಗಲೂ ಶಾಂತಿ ಮತ್ತು ಮಾತುಕತೆಯ ಪರವಾಗಿದೆ ಎಂದು ಅವರು ಹೇಳಿದರು. ಭಾರತೀಯರ ಸುರಕ್ಷತೆಯೇ ಸರ್ಕಾರದ ಮೊದಲ ಆದ್ಯತೆ ಎಂದು ಪುನರುಚ್ಚರಿಸಿದರು. ಪಶ್ಚಿಮ ಏಷ್ಯಾ ಪರಿಸ್ಥಿತಿಯ ಮೇಲೆ ನಿಗಾ ಇರಿಸಲಾಗಿದೆ. ಕಚ್ಚಾ ತೈಲ ಪೂರೈಕೆಯಲ್ಲಿ ವ್ಯತ್ಯಯ ಆಗದಂತೆ ಕ್ರಮ ಕೈಗೊಳ್ಳಲಾಗಿದೆ. ಇಸ್ರೇಲ್ ಮತ್ತು ಇರಾನ್ ಎರಡೂ ದೇಶಗಳೊಂದಿಗೆ ಭಾರತ ಉತ್ತಮ ಸಂಬಂಧ ಹೊಂದಿದೆ. ಯಾವುದೇ ಪಕ್ಷದ ಪರ ನಿಲ್ಲುವುದಿಲ್ಲ ಎಂದು ಜೈಶಂಕರ್ ತಿಳಿಸಿದರು.: [784, 509, 912, 601]
ship-illustration: [778, 280, 914, 460]
lead-subhead-box: [28, 130, 216, 172]
lead-kicker-box: [28, 84, 220, 126]
kirusuddi-hand-icon: [32, 830, 76, 858]
hero-headline-2: ಸಂಕಷ್ಟ ಭೀತಿ: [371, 442, 509, 482]
col-sep-1: [204, 830, 205, 1136]
section-title: ದೇಶ-ವಿದೇಶ: [377, 26, 523, 66]
col-sep-4: [780, 830, 781, 1136]
kirusuddi-item1-head: ಸಿಪಿಐಗೆ ರಾಜೀನಾಮೆ ನೀಡಿದ ಶಾಸಕ ಬಿಜೆಪಿಗೆ: [53, 869, 177, 898]
yogi-photo: [140, 1268, 192, 1340]
iran-oil-headline-1: ಇರಾನ್ ತೈಲ ಕೇಂದ್ರದ: [30, 456, 170, 480]
epstein-sign-text: DELH: [798, 910, 822, 919]
lead-subhead-2: ಒಗ್ಗೂಡದ ಮಿತ್ರದೇಶಗಳು: [34, 152, 122, 165]
dubai-body: ಸೋಮವಾರ ಬೆಳಗ್ಗೆ ದುಬೈ ಅಂತಾರಾಷ್ಟ್ರೀಯ ವಿಮಾನ ನಿಲ್ದಾಣದ ಸಮೀಪದ ಇಂಧನ ಟ್ಯಾಂಕ್ ಮೇಲೆ ಇರಾನ್ ಡ್ರೋನ್ ದಾಳಿ ನಡೆಸಿದ ಪರಿಣಾಮ ಭಾರೀ ಬೆಂಕಿ ಕಾಣಿಸಿಕೊಂಡಿತು. ಕೆಲ ಗಂಟೆಗಳ ಕಾಲ ವಿಮಾನ ಸಂಚಾರ ಸ್ಥಗಿತಗೊಂಡಿದ್ದು, ಬಳಿಕ ಪುನರಾರಂಭಗೊಂಡಿತು. ಯಾವುದೇ ಸಾವು ನೋವು ವರದಿಯಾಗಿಲ್ಲ. ಇದಕ್ಕೂ ಮುನ್ನ ಹಲವು ಬಾರಿ ಯುಎಇ ಮೇಲೆ ದಾಳಿ ನಡೆದಿದ್ದು, ಪ್ರಯಾಣಿಕರು ಆತಂಕಗೊಂಡಿದ್ದಾರೆ. ಪ್ರದೇಶದಲ್ಲಿ ತೈಲ ಘಟಕಗಳ ಸುರಕ್ಷತೆ ಹೆಚ್ಚಿಸಲಾಗಿದೆ ಎಂದು ಅಧಿಕಾರಿಗಳು ತಿಳಿಸಿದ್ದಾರೆ.: [246, 581, 414, 630]
murmu-body: ಕೋಲ್ಕತ್ತಾ: ರಾಷ್ಟ್ರಪತಿ ದ್ರೌಪದಿ ಮುರ್ಮು ಅವರ ಭೇಟಿಗೆ ಸಮಯ ನೀಡುವಂತೆ ತೃಣಮೂಲ ಕಾಂಗ್ರೆಸ್ ಮತ್ತೆ ಮನವಿ ಮಾಡಿದೆ. ಪಶ್ಚಿಮ ಬಂಗಾಳದಲ್ಲಿ ಚುನಾವಣಾ ಆಯೋಗದ ಕ್ರಮಗಳ ವಿರುದ್ಧ ದೂರು ನೀಡುವ ಉದ್ದೇಶದಿಂದ ಈ ಭೇಟಿ ಕೋರಲಾಗಿದೆ. ಟಿಎಂಸಿ ಸಂಸದರ ನಿಯೋಗ ರಾಷ್ಟ್ರಪತಿ ಭವನಕ್ಕೆ ಪತ್ರ ಬರೆದಿದೆ. ಮತದಾರರ ಪಟ್ಟಿ ಪರಿಷ್ಕರಣೆ ಕುರಿತಂತೆ ಆಕ್ಷೇಪ ವ್ಯಕ್ತಪಡಿಸಿದೆ. ಈ ಹಿಂದೆಯೂ ಮನವಿ ಸಲ್ಲಿಸಲಾಗಿತ್ತು ಆದರೆ ಭೇಟಿ ಸಾಧ್ಯವಾಗಿರಲಿಲ್ಲ. ರಾಜ್ಯದಲ್ಲಿ ಸುಮಾರು 11 ಲಕ್ಷ ಮತದಾರರ ಹೆಸರು ಕೈಬಿಡಲಾಗಿದೆ ಎಂದು ಟಿಎಂಸಿ ಆರೋಪಿಸಿದೆ. ಈ ಕುರಿತು ಸಂಸತ್ತಿನಲ್ಲಿಯೂ ಪ್ರಶ್ನೆ ಎತ್ತಲಾಗಿದೆ. ಚುನಾವಣಾ ಆಯೋಗ ಪಾರದರ್ಶಕವಾಗಿ ಕಾರ್ಯನಿರ್ವಹಿಸುತ್ತಿದೆ ಎಂದು ಬಿಜೆಪಿ ಪ್ರತಿಕ್ರಿಯಿಸಿದೆ.: [396, 879, 568, 946]
